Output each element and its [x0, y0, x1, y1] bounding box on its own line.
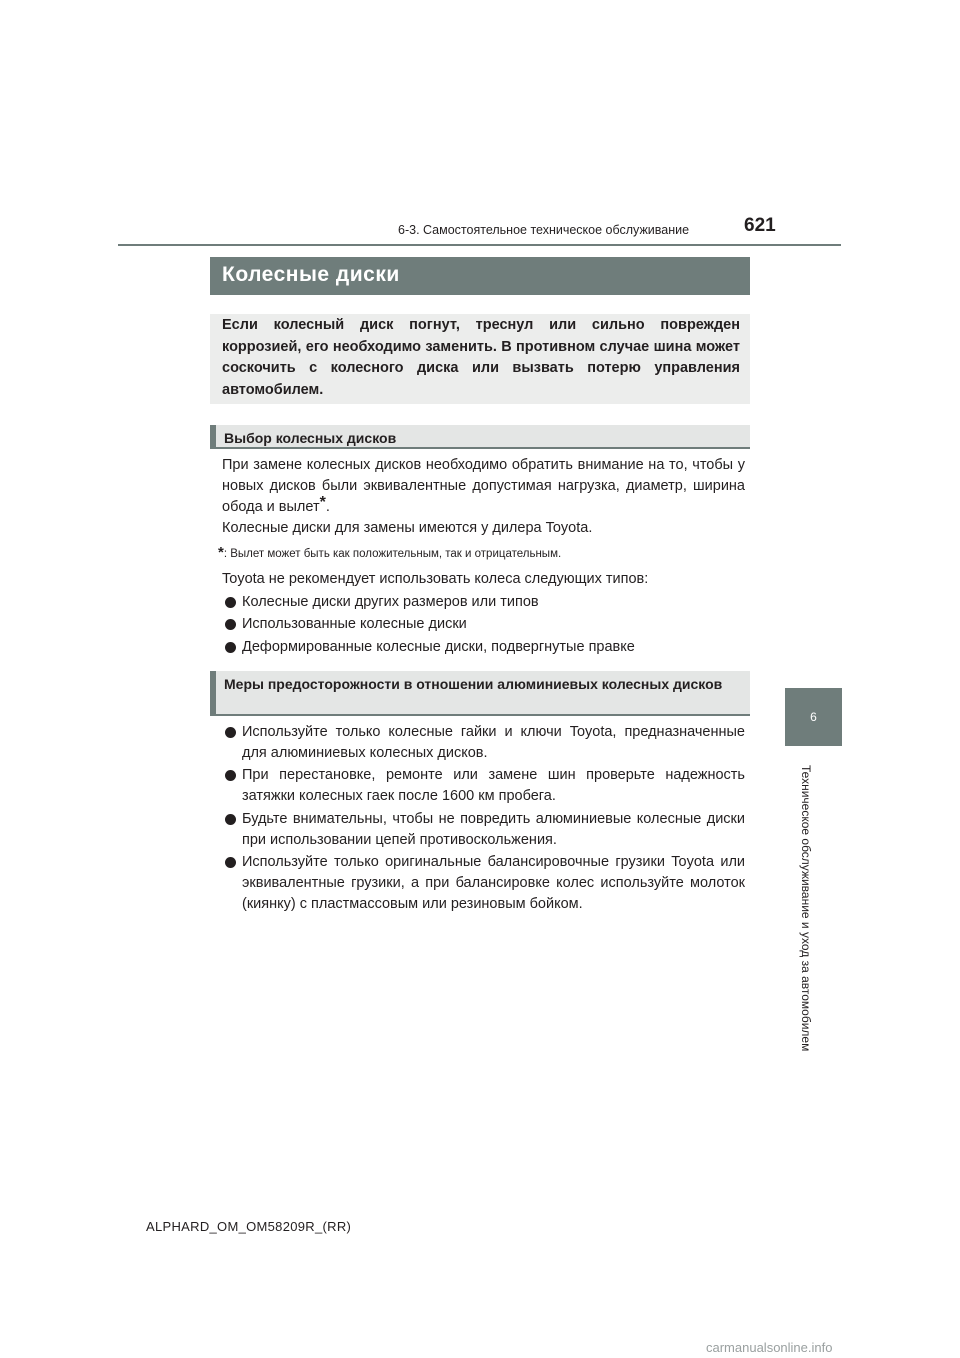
list-item [222, 637, 745, 658]
intro-text: Если колесный диск погнут, треснул или сильно поврежден коррозией, его необходимо заменить. В противном случае шина может соскочить с колесного диска или вызвать потерю управления автомобилем. [222, 317, 740, 398]
header-section-title: 6-3. Самостоятельное техническое обслуживание [398, 223, 690, 237]
bullet-icon [225, 770, 236, 781]
paragraph-replacement [222, 455, 745, 519]
header-divider [118, 244, 841, 246]
footnote-text: : Вылет может быть как положительным, так и отрицательным. [223, 548, 562, 560]
list-item-text: Будьте внимательны, чтобы не повредить алюминиевые колесные диски при использовании цепей противоскольжения. [242, 811, 745, 849]
section-heading-wheel-selection [210, 425, 750, 449]
list-item-text: При перестановке, ремонте или замене шин проверьте надежность затяжки колесных гаек после 1600 км пробега. [242, 767, 745, 805]
list-item [222, 722, 745, 764]
bullet-icon [225, 597, 236, 608]
list-item [222, 809, 745, 851]
list-item [222, 592, 745, 613]
page-title: Колесные диски [210, 257, 750, 295]
section-heading-text: Меры предосторожности в отношении алюминиевых колесных дисков [224, 676, 723, 692]
paragraph-not-recommended: Toyota не рекомендует использовать колеса следующих типов: [222, 571, 649, 587]
footnote-mark: * [319, 494, 326, 512]
document-code: ALPHARD_OM_OM58209R_(RR) [146, 1219, 352, 1234]
list-item [222, 852, 745, 916]
list-item-text: Используйте только колесные гайки и ключи Toyota, предназначенные для алюминиевых колесных дисков. [242, 724, 745, 762]
footnote [218, 544, 561, 561]
list-item [222, 614, 745, 635]
paragraph-text: При замене колесных дисков необходимо обратить внимание на то, чтобы у новых дисков были эквивалентные допустимая нагрузка, диаметр, ширина обода и вылет [222, 457, 745, 516]
section-heading-text: Выбор колесных дисков [224, 430, 397, 446]
bullet-icon [225, 727, 236, 738]
paragraph-dealer: Колесные диски для замены имеются у дилера Toyota. [222, 520, 593, 536]
paragraph-end: . [325, 499, 330, 516]
list-item-text: Деформированные колесные диски, подвергнутые правке [242, 639, 635, 655]
chapter-number: 6 [810, 710, 817, 724]
list-item [222, 765, 745, 807]
intro-box [210, 314, 750, 404]
bullet-icon [225, 642, 236, 653]
chapter-label: Техническое обслуживание и уход за автомобилем [799, 765, 813, 1052]
footnote-star: * [218, 544, 224, 561]
chapter-tab [785, 688, 842, 746]
list-item-text: Колесные диски других размеров или типов [242, 594, 539, 610]
page-number: 621 [744, 215, 776, 236]
watermark: carmanualsonline.info [706, 1340, 833, 1355]
bullet-icon [225, 857, 236, 868]
list-item-text: Используйте только оригинальные балансировочные грузики Toyota или эквивалентные грузики, а при балансировке колес используйте молоток (киянку) с пластмассовым или резиновым бойком. [242, 854, 745, 913]
list-item-text: Использованные колесные диски [242, 616, 467, 632]
bullet-icon [225, 619, 236, 630]
section-heading-aluminum-precautions [210, 671, 750, 716]
bullet-icon [225, 814, 236, 825]
